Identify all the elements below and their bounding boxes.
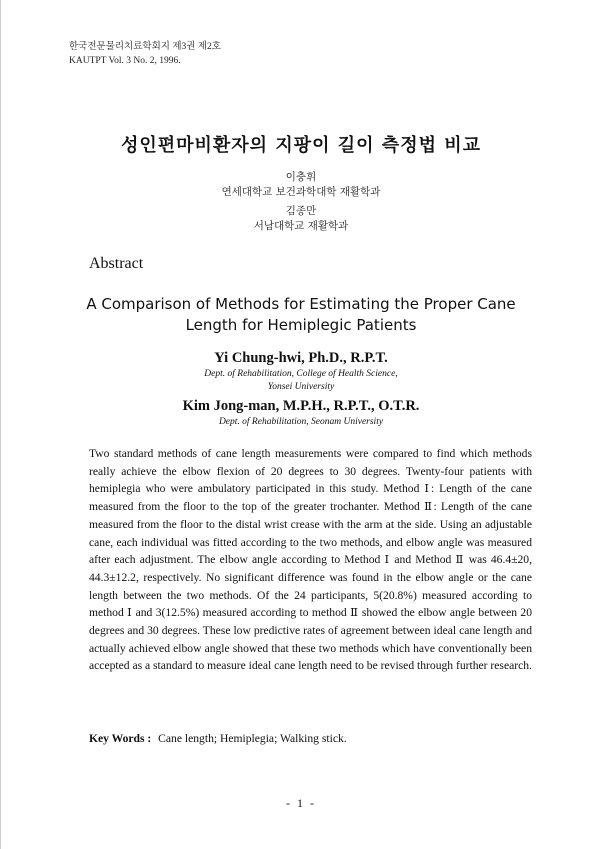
journal-volume: KAUTPT Vol. 3 No. 2, 1996. <box>69 56 181 66</box>
author-affiliation-2 <box>1 416 600 429</box>
author-name-1: Yi Chung-hwi, Ph.D., R.P.T. <box>214 350 388 366</box>
english-title-line-1: A Comparison of Methods for Estimating the Proper Cane <box>86 295 516 313</box>
english-title-line-2: Length for Hemiplegic Patients <box>185 316 417 334</box>
korean-author-1 <box>1 170 600 200</box>
keywords-value: Cane length; Hemiplegia; Walking stick. <box>158 732 347 745</box>
journal-header <box>69 40 221 68</box>
korean-author-affiliation: 연세대학교 보건과학대학 재활학과 <box>221 186 381 198</box>
abstract-heading: Abstract <box>89 255 144 272</box>
author-name-2: Kim Jong-man, M.P.H., R.P.T., O.T.R. <box>182 398 420 414</box>
keywords-label: Key Words : <box>89 732 152 745</box>
journal-name-korean: 한국전문물리치료학회지 제3권 제2호 <box>69 42 221 52</box>
korean-author-2 <box>1 204 600 234</box>
affiliation-line: Dept. of Rehabilitation, Seonam University <box>218 417 384 427</box>
abstract-body: Two standard methods of cane length measurements were compared to find which methods really achieve the elbow flexion of 20 degrees to 30 degrees. Twenty-four patients with hemiplegia who were ambulatory participated in this study. Method Ⅰ: Length of the cane measured from the floor to the top of the greater trochanter. Method Ⅱ: Length of the cane measured from the floor to the distal wrist crease with the arm at the side. Using an adjustable cane, each individual was fitted according to the two methods, and elbow angle was measured after each adjustment. The elbow angle according to Method Ⅰ and Method Ⅱ was 46.4±20, 44.3±12.2, respectively. No significant difference was found in the elbow angle or the cane length between the two methods. Of the 24 participants, 5(20.8%) measured according to method Ⅰ and 3(12.5%) measured according to method Ⅱ showed the elbow angle between 20 degrees and 30 degrees. These low predictive rates of agreement between ideal cane length and actually achieved elbow angle showed that these two methods which have conventionally been accepted as a standard to measure ideal cane length need to be revised through further research. <box>89 447 532 673</box>
keywords <box>89 732 347 745</box>
korean-author-name: 이충휘 <box>285 171 317 183</box>
author-affiliation-1 <box>1 368 600 394</box>
page-number: - 1 - <box>286 796 316 810</box>
korean-author-affiliation: 서남대학교 재활학과 <box>253 220 349 232</box>
english-title <box>1 294 600 336</box>
affiliation-line: Dept. of Rehabilitation, College of Health Science, <box>204 369 398 379</box>
korean-author-name: 김종만 <box>285 205 317 217</box>
affiliation-line: Yonsei University <box>267 382 335 392</box>
korean-title: 성인편마비환자의 지팡이 길이 측정법 비교 <box>120 135 482 156</box>
